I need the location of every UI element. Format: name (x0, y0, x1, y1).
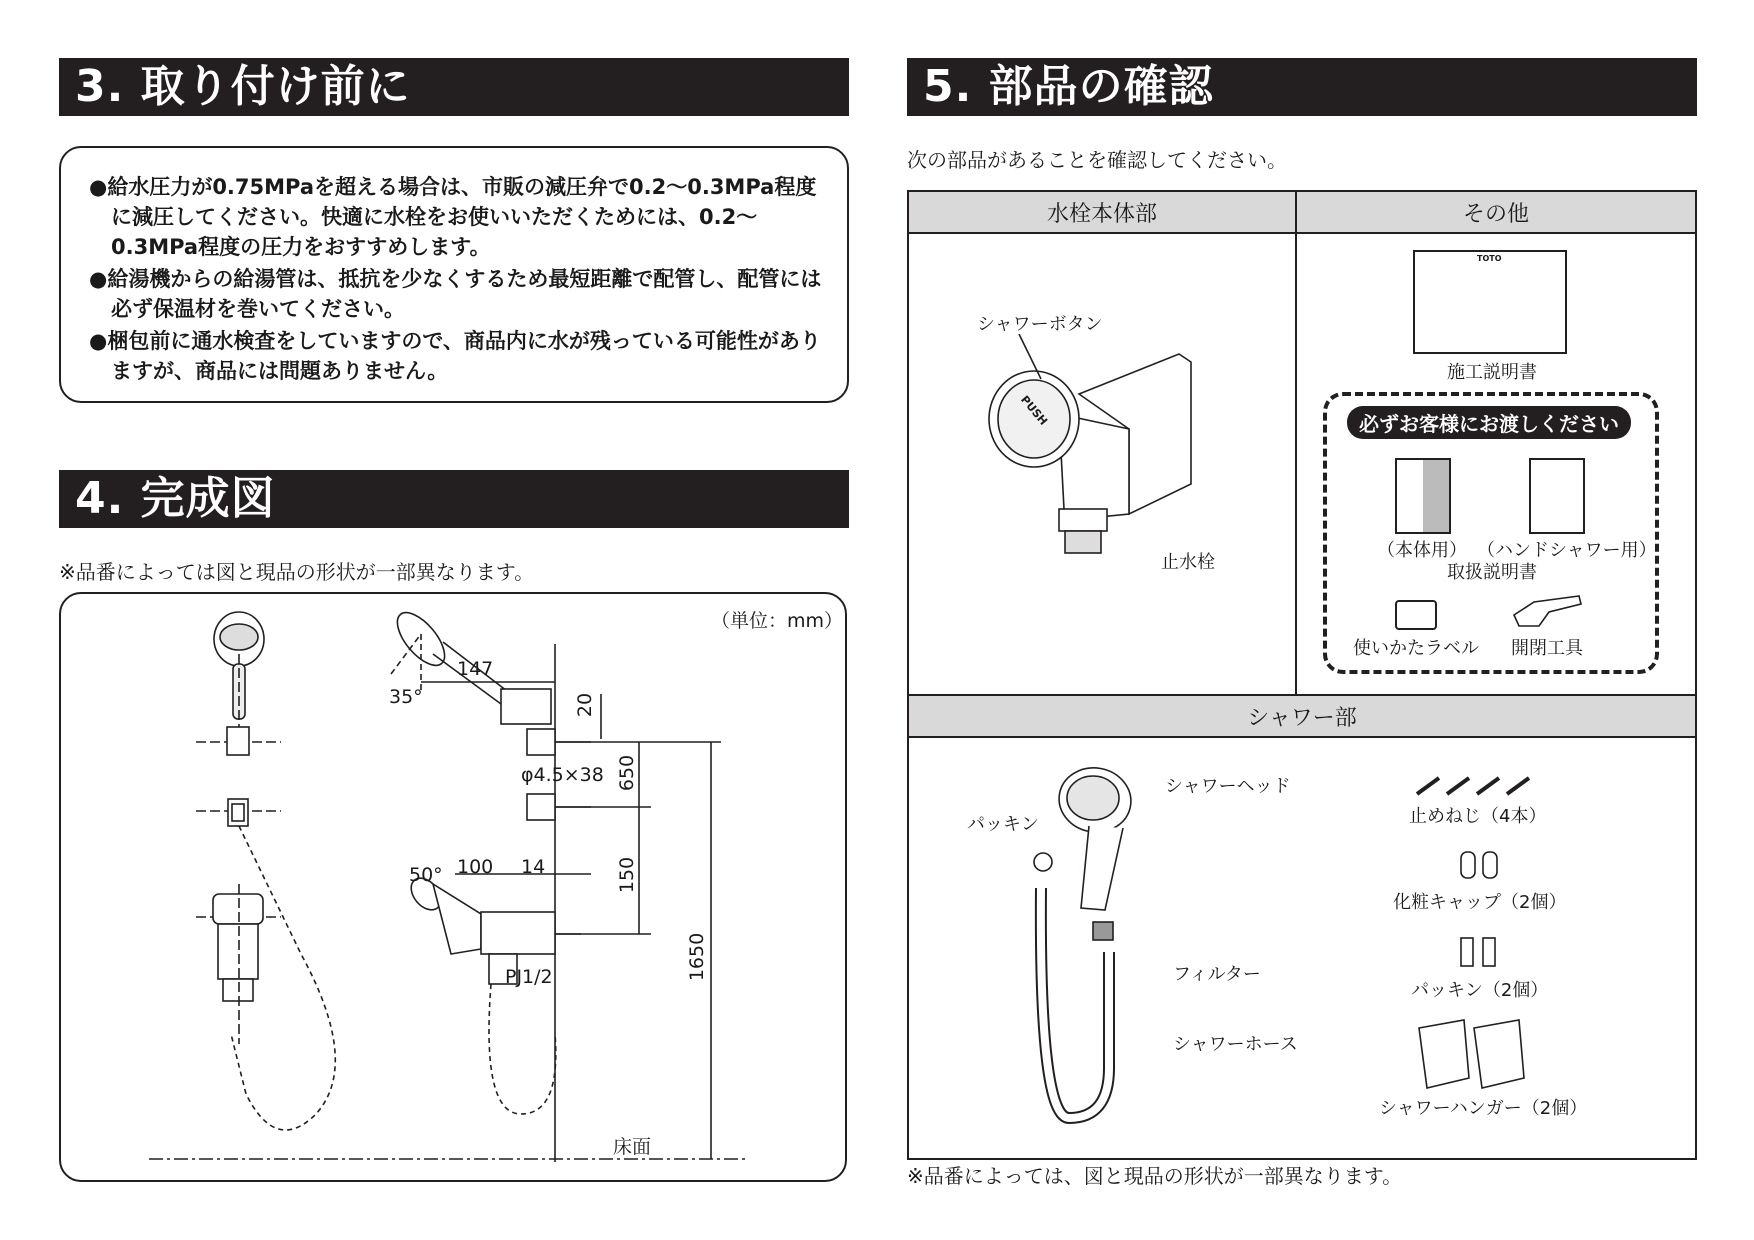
completion-diagram-box (59, 592, 847, 1182)
precaution-2: ●給湯機からの給湯管は、抵抗を少なくするため最短距離で配管し、配管には必ず保温材を巻いてください。 (89, 267, 822, 321)
section5-title: 5. 部品の確認 (907, 58, 1697, 116)
shower-section-header: シャワー部 (908, 695, 1696, 737)
dim-650: 650 (616, 754, 639, 792)
unit-label: （単位：mm） (711, 610, 844, 632)
col-others: その他 (1296, 191, 1696, 233)
manual-handshower-illustration (1529, 458, 1585, 534)
label-filter: フィルター (1173, 964, 1261, 985)
dim-50deg: 50° (409, 864, 443, 886)
usage-label-illustration (1395, 600, 1437, 630)
label-hangers: シャワーハンガー（2個） (1379, 1098, 1588, 1119)
precaution-1: ●給水圧力が0.75MPaを超える場合は、市販の減圧弁で0.2〜0.3MPa程度に減圧してください。快適に水栓をお使いいただくためには、0.2〜0.3MPa程度の圧力をおすすめします。 (89, 175, 817, 259)
label-hand-shower: （ハンドシャワー用） (1477, 540, 1657, 561)
section5-footnote: ※品番によっては、図と現品の形状が一部異なります。 (907, 1164, 1403, 1188)
col-faucet-body: 水栓本体部 (908, 191, 1296, 233)
label-usage-label: 使いかたラベル (1353, 638, 1479, 659)
dim-20: 20 (574, 692, 597, 718)
dim-screw: φ4.5×38 (521, 764, 604, 786)
dim-35deg: 35° (389, 686, 423, 708)
label-packing: パッキン (967, 814, 1039, 835)
dim-14: 14 (521, 856, 546, 878)
section4-note: ※品番によっては図と現品の形状が一部異なります。 (59, 560, 535, 584)
install-manual-illustration (1413, 250, 1567, 354)
push-label: PUSH (1018, 393, 1051, 428)
dim-1650: 1650 (686, 932, 709, 982)
label-packings: パッキン（2個） (1411, 980, 1549, 1001)
label-manual: 取扱説明書 (1447, 562, 1537, 583)
dim-150: 150 (616, 856, 639, 894)
label-tool: 開閉工具 (1511, 638, 1583, 659)
parts-table (907, 190, 1697, 1160)
precautions-box (59, 146, 849, 403)
label-shower-hose: シャワーホース (1173, 1034, 1298, 1055)
label-install-manual: 施工説明書 (1447, 362, 1537, 383)
manual-main-illustration (1395, 458, 1451, 534)
dim-147: 147 (457, 658, 494, 680)
faucet-body-illustration (979, 334, 1219, 564)
label-caps: 化粧キャップ（2個） (1393, 892, 1567, 913)
label-stop-valve: 止水栓 (1161, 552, 1215, 573)
label-screws: 止めねじ（4本） (1409, 806, 1547, 827)
section5-intro: 次の部品があることを確認してください。 (907, 148, 1287, 172)
handover-pill: 必ずお客様にお渡しください (1347, 406, 1631, 439)
dim-100: 100 (457, 856, 494, 878)
label-main-unit: （本体用） (1377, 540, 1467, 561)
completion-diagram (61, 594, 845, 1180)
tool-illustration (1509, 590, 1589, 630)
label-shower-head: シャワーヘッド (1165, 776, 1291, 797)
dim-pj: PJ1/2 (505, 966, 553, 988)
toto-logo: TOTO (1477, 254, 1502, 263)
label-shower-button: シャワーボタン (977, 314, 1103, 335)
section4-title: 4. 完成図 (59, 470, 849, 528)
section3-title: 3. 取り付け前に (59, 58, 849, 116)
precaution-3: ●梱包前に通水検査をしていますので、商品内に水が残っている可能性がありますが、商品には問題ありません。 (89, 329, 821, 383)
floor-label: 床面 (613, 1136, 652, 1158)
